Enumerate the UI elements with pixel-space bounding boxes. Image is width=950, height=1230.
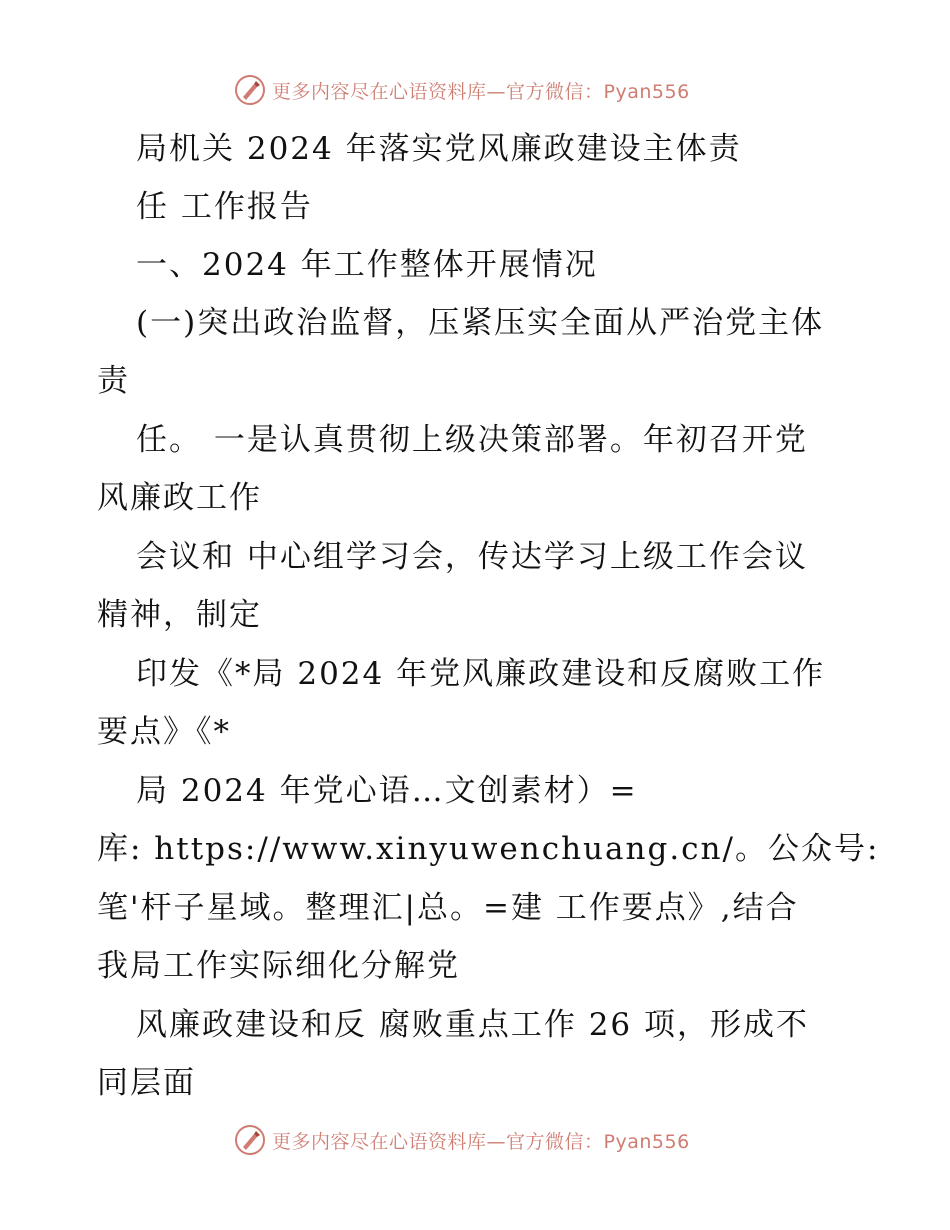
doc-line-16: 风廉政建设和反 腐败重点工作 26 项，形成不	[136, 1007, 810, 1043]
doc-line-6: 任。 一是认真贯彻上级决策部署。年初召开党	[136, 422, 808, 458]
doc-line-15: 我局工作实际细化分解党	[97, 948, 460, 984]
pen-logo-icon	[234, 1124, 266, 1156]
doc-line-17: 同层面	[97, 1065, 196, 1101]
pen-logo-icon	[234, 74, 266, 106]
doc-line-12: 局 2024 年党心语…文创素材）=	[136, 773, 638, 809]
doc-line-3: 一、2024 年工作整体开展情况	[136, 247, 598, 283]
watermark-text: 更多内容尽在心语资料库—官方微信：Pyan556	[272, 80, 690, 103]
doc-line-11: 要点》《*	[97, 714, 231, 750]
doc-line-9: 精神，制定	[97, 597, 262, 633]
watermark-footer	[234, 1123, 754, 1157]
doc-line-4: (一)突出政治监督，压紧压实全面从严治党主体	[136, 305, 825, 341]
watermark-header	[234, 73, 754, 107]
doc-line-14: 笔'杆子星域。整理汇|总。=建 工作要点》,结合	[97, 890, 799, 926]
doc-line-5: 责	[97, 363, 130, 399]
doc-line-2: 任 工作报告	[136, 189, 313, 225]
doc-line-1: 局机关 2024 年落实党风廉政建设主体责	[136, 131, 742, 167]
doc-line-7: 风廉政工作	[97, 480, 262, 516]
doc-line-10: 印发《*局 2024 年党风廉政建设和反腐败工作	[136, 656, 826, 692]
watermark-text: 更多内容尽在心语资料库—官方微信：Pyan556	[272, 1130, 690, 1153]
doc-line-13: 库: https://www.xinyuwenchuang.cn/。公众号:	[97, 831, 880, 867]
doc-line-8: 会议和 中心组学习会，传达学习上级工作会议	[136, 539, 808, 575]
